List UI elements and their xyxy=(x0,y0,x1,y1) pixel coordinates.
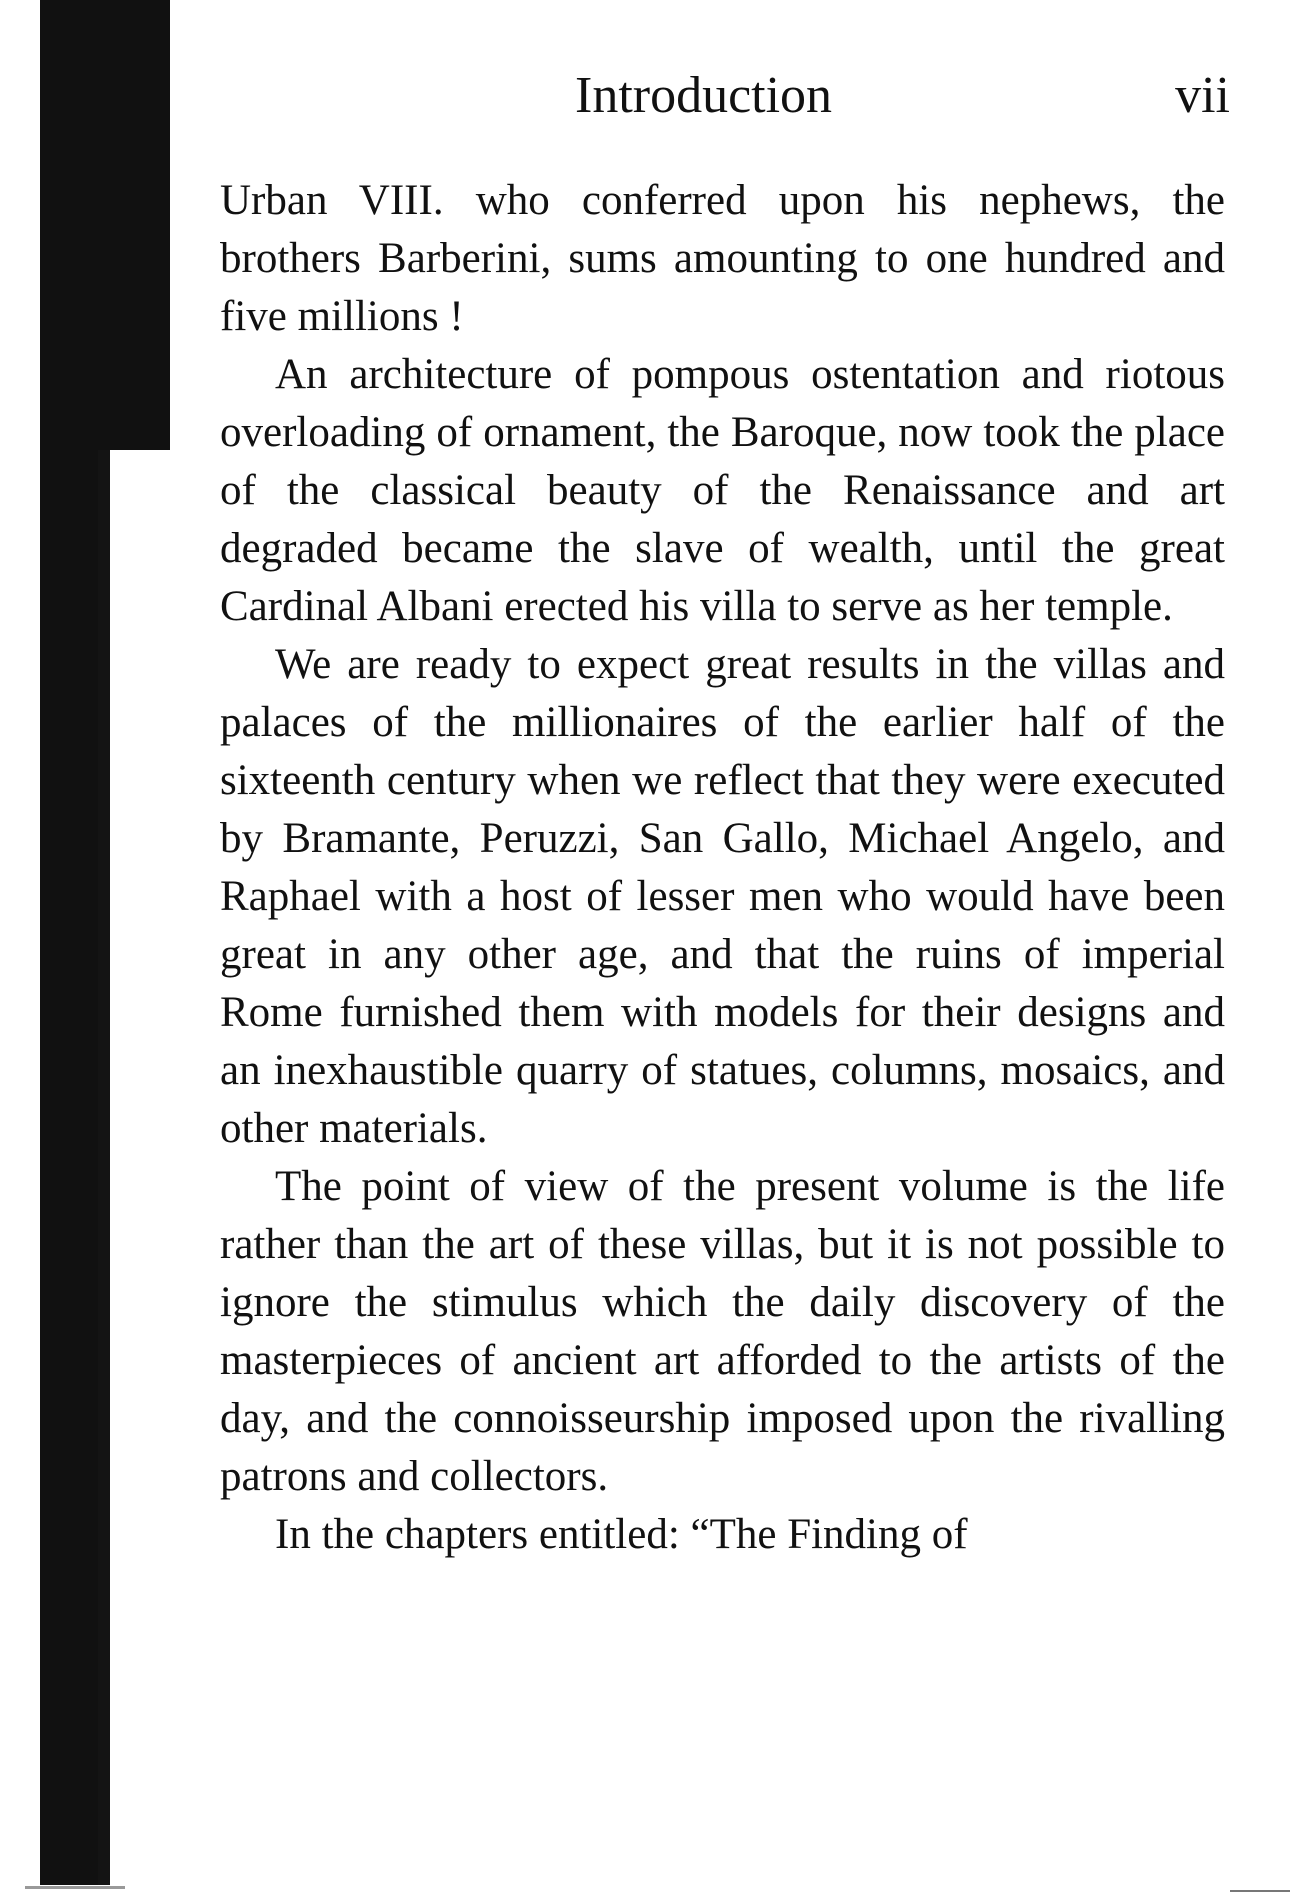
book-spine-shadow-edge xyxy=(98,450,110,1885)
paragraph-continuation: Urban VIII. who conferred upon his nephews, the brothers Barberini, sums amounting to one hundred and five millions ! xyxy=(220,177,1225,340)
page-number: vii xyxy=(1175,67,1230,124)
paragraph: We are ready to expect great results in the villas and palaces of the millionaires of the earlier half of the sixteenth century when we reflect that they were executed by Bramante, Peruzzi, San Gallo, Michael Angelo, and Raphael with a host of lesser men who would have been great in any other age, and that the ruins of imperial Rome furnished them with models for their designs and an inexhaustible quarry of statues, columns, mosaics, and other materials. xyxy=(220,641,1225,1152)
running-title: Introduction xyxy=(575,67,833,124)
page-body xyxy=(220,172,1225,1564)
book-spine-shadow xyxy=(40,0,98,1885)
page-foot-rule xyxy=(25,1886,125,1889)
book-spine-shadow-upper xyxy=(98,0,170,450)
paragraph-partial: In the chapters entitled: “The Finding of xyxy=(275,1511,968,1558)
paragraph: The point of view of the present volume is the life rather than the art of these villas, but it is not possible to ignore the stimulus which the daily discovery of the masterpieces of ancient art afforded to the artists of the day, and the connoisseurship imposed upon the rivalling patrons and collectors. xyxy=(220,1163,1225,1500)
corner-mark xyxy=(1230,1890,1290,1892)
paragraph: An architecture of pompous ostentation and riotous overloading of ornament, the Baroque, now took the place of the classical beauty of the Renaissance and art degraded became the slave of wealth, until the great Cardinal Albani erected his villa to serve as her temple. xyxy=(220,351,1225,630)
running-header xyxy=(220,66,1230,126)
